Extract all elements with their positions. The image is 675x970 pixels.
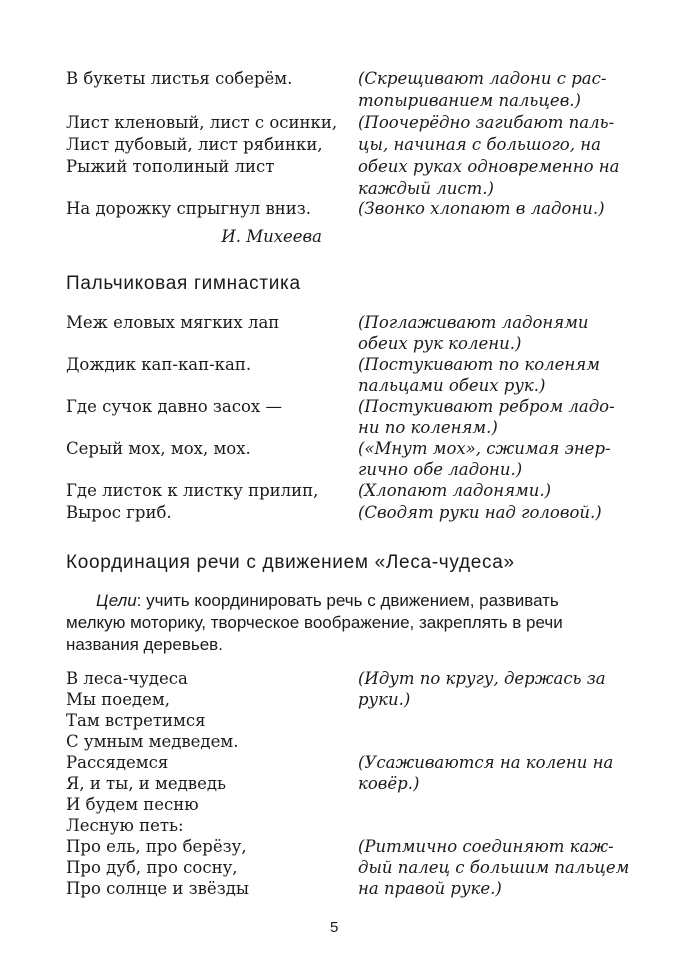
poem1-line-1: В букеты листья соберём. bbox=[66, 69, 293, 88]
forest-line-2: Мы поедем, bbox=[66, 690, 170, 709]
gym-line-1: Меж еловых мягких лап bbox=[66, 313, 280, 332]
forest-line-11: Про солнце и звёзды bbox=[66, 879, 249, 898]
poem1-note-6: каждый лист.) bbox=[358, 179, 494, 198]
gym-line-5: Где листок к листку прилип, bbox=[66, 481, 319, 500]
poem1-line-4: Рыжий тополиный лист bbox=[66, 157, 275, 176]
gym-note-10: (Сводят руки над головой.) bbox=[358, 503, 602, 522]
forest-note-4: ковёр.) bbox=[358, 774, 420, 793]
forest-line-8: Лесную петь: bbox=[66, 816, 184, 835]
forest-line-1: В леса-чудеса bbox=[66, 669, 188, 688]
section-heading-gymnastics: Пальчиковая гимнастика bbox=[66, 273, 301, 294]
goal-line-3: названия деревьев. bbox=[66, 635, 223, 654]
gym-note-2: обеих рук колени.) bbox=[358, 334, 522, 353]
poem1-note-2: топыриванием пальцев.) bbox=[358, 91, 581, 110]
gym-note-8: гично обе ладони.) bbox=[358, 460, 523, 479]
gym-line-6: Вырос гриб. bbox=[66, 503, 172, 522]
gym-note-1: (Поглаживают ладонями bbox=[358, 313, 589, 332]
poem1-note-4: цы, начиная с большого, на bbox=[358, 135, 601, 154]
section-heading-coordination: Координация речи с движением «Леса-чудеса» bbox=[66, 552, 515, 573]
poem1-line-2: Лист кленовый, лист с осинки, bbox=[66, 113, 338, 132]
forest-note-6: дый палец с большим пальцем bbox=[358, 858, 630, 877]
poem1-note-7: (Звонко хлопают в ладони.) bbox=[358, 199, 605, 218]
gym-note-5: (Постукивают ребром ладо- bbox=[358, 397, 615, 416]
forest-note-3: (Усаживаются на колени на bbox=[358, 753, 614, 772]
goal-line-2: мелкую моторику, творческое воображение, закреплять в речи bbox=[66, 613, 563, 632]
forest-note-7: на правой руке.) bbox=[358, 879, 502, 898]
forest-line-3: Там встретимся bbox=[66, 711, 206, 730]
poem1-line-3: Лист дубовый, лист рябинки, bbox=[66, 135, 323, 154]
page-number: 5 bbox=[330, 919, 339, 936]
forest-line-4: С умным медведем. bbox=[66, 732, 239, 751]
forest-line-9: Про ель, про берёзу, bbox=[66, 837, 247, 856]
poem1-line-5: На дорожку спрыгнул вниз. bbox=[66, 199, 312, 218]
gym-line-3: Где сучок давно засох — bbox=[66, 397, 282, 416]
gym-line-4: Серый мох, мох, мох. bbox=[66, 439, 251, 458]
forest-line-6: Я, и ты, и медведь bbox=[66, 774, 227, 793]
gym-note-3: (Постукивают по коленям bbox=[358, 355, 600, 374]
goal-line-1 bbox=[96, 590, 559, 612]
forest-line-5: Рассядемся bbox=[66, 753, 169, 772]
poem1-note-3: (Поочерёдно загибают паль- bbox=[358, 113, 615, 132]
poem1-note-5: обеих руках одновременно на bbox=[358, 157, 620, 176]
forest-line-10: Про дуб, про сосну, bbox=[66, 858, 238, 877]
gym-note-4: пальцами обеих рук.) bbox=[358, 376, 546, 395]
forest-note-2: руки.) bbox=[358, 690, 411, 709]
goal-text-1: : учить координировать речь с движением, развивать bbox=[136, 591, 559, 610]
gym-note-7: («Мнут мох», сжимая энер- bbox=[358, 439, 611, 458]
gym-note-9: (Хлопают ладонями.) bbox=[358, 481, 552, 500]
poem1-author: И. Михеева bbox=[221, 227, 322, 246]
forest-note-5: (Ритмично соединяют каж- bbox=[358, 837, 614, 856]
gym-note-6: ни по коленям.) bbox=[358, 418, 498, 437]
gym-line-2: Дождик кап-кап-кап. bbox=[66, 355, 252, 374]
forest-line-7: И будем песню bbox=[66, 795, 199, 814]
poem1-note-1: (Скрещивают ладони с рас- bbox=[358, 69, 607, 88]
goal-label: Цели bbox=[96, 591, 137, 610]
forest-note-1: (Идут по кругу, держась за bbox=[358, 669, 606, 688]
